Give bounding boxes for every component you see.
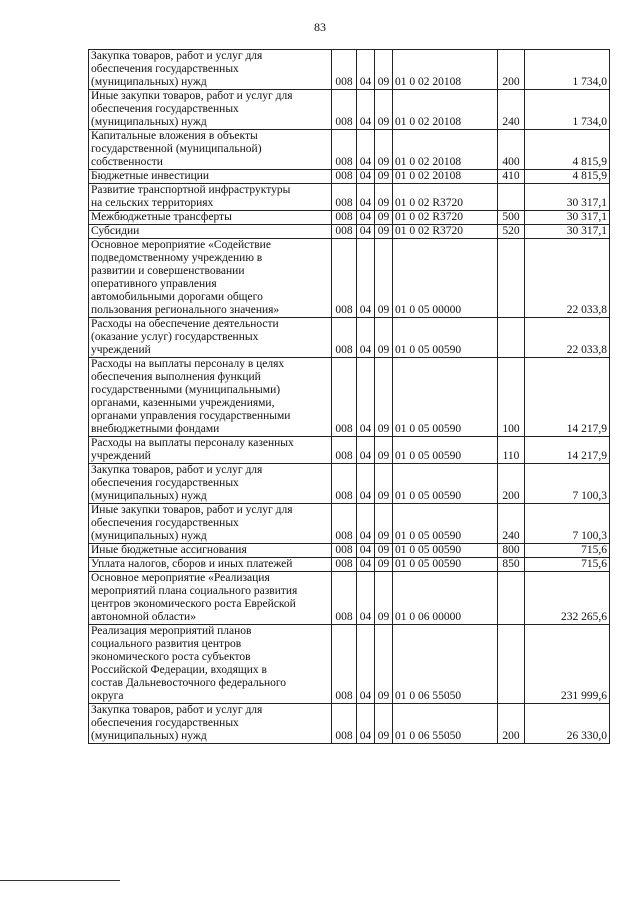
- section-code-cell: 04: [357, 437, 375, 464]
- ministry-code-cell: 008: [332, 130, 357, 170]
- expense-name-cell: Иные закупки товаров, работ и услуг для обеспечения государственных (муниципальных) нужд: [89, 90, 332, 130]
- target-article-code-cell: 01 0 02 20108: [393, 170, 498, 184]
- amount-cell: 7 100,3: [525, 464, 610, 504]
- section-code-cell: 04: [357, 90, 375, 130]
- ministry-code-cell: 008: [332, 437, 357, 464]
- target-article-code-cell: 01 0 02 20108: [393, 50, 498, 90]
- ministry-code-cell: 008: [332, 211, 357, 225]
- expense-name-cell: Закупка товаров, работ и услуг для обеспечения государственных (муниципальных) нужд: [89, 50, 332, 90]
- expense-name-cell: Закупка товаров, работ и услуг для обеспечения государственных (муниципальных) нужд: [89, 704, 332, 744]
- expense-name-cell: Иные закупки товаров, работ и услуг для обеспечения государственных (муниципальных) нужд: [89, 504, 332, 544]
- expense-name-cell: Субсидии: [89, 225, 332, 239]
- expense-type-code-cell: 400: [498, 130, 525, 170]
- table-row: [89, 130, 610, 170]
- expense-type-code-cell: 200: [498, 50, 525, 90]
- expense-type-code-cell: 520: [498, 225, 525, 239]
- table-row: [89, 437, 610, 464]
- subsection-code-cell: 09: [375, 544, 393, 558]
- ministry-code-cell: 008: [332, 464, 357, 504]
- expense-type-code-cell: 850: [498, 558, 525, 572]
- target-article-code-cell: 01 0 05 00590: [393, 544, 498, 558]
- ministry-code-cell: 008: [332, 504, 357, 544]
- expense-name-cell: Бюджетные инвестиции: [89, 170, 332, 184]
- table-row: [89, 572, 610, 625]
- target-article-code-cell: 01 0 02 R3720: [393, 211, 498, 225]
- section-code-cell: 04: [357, 184, 375, 211]
- expense-name-cell: Основное мероприятие «Содействие подведомственному учреждению в развитии и совершенствовании оперативного управления автомобильными дорогами общего пользования регионального значения»: [89, 239, 332, 318]
- expense-type-code-cell: 200: [498, 704, 525, 744]
- ministry-code-cell: 008: [332, 225, 357, 239]
- section-code-cell: 04: [357, 464, 375, 504]
- ministry-code-cell: 008: [332, 544, 357, 558]
- expense-type-code-cell: 800: [498, 544, 525, 558]
- section-code-cell: 04: [357, 170, 375, 184]
- section-code-cell: 04: [357, 558, 375, 572]
- ministry-code-cell: 008: [332, 184, 357, 211]
- amount-cell: 7 100,3: [525, 504, 610, 544]
- target-article-code-cell: 01 0 05 00590: [393, 437, 498, 464]
- table-row: [89, 544, 610, 558]
- table-row: [89, 90, 610, 130]
- expense-type-code-cell: [498, 318, 525, 358]
- amount-cell: 232 265,6: [525, 572, 610, 625]
- expense-name-cell: Иные бюджетные ассигнования: [89, 544, 332, 558]
- amount-cell: 231 999,6: [525, 625, 610, 704]
- subsection-code-cell: 09: [375, 184, 393, 211]
- table-row: [89, 184, 610, 211]
- amount-cell: 22 033,8: [525, 239, 610, 318]
- subsection-code-cell: 09: [375, 239, 393, 318]
- table-row: [89, 558, 610, 572]
- table-row: [89, 211, 610, 225]
- subsection-code-cell: 09: [375, 358, 393, 437]
- target-article-code-cell: 01 0 02 R3720: [393, 184, 498, 211]
- table-row: [89, 464, 610, 504]
- ministry-code-cell: 008: [332, 625, 357, 704]
- expense-type-code-cell: 200: [498, 464, 525, 504]
- subsection-code-cell: 09: [375, 558, 393, 572]
- expense-type-code-cell: [498, 184, 525, 211]
- target-article-code-cell: 01 0 02 20108: [393, 130, 498, 170]
- subsection-code-cell: 09: [375, 437, 393, 464]
- target-article-code-cell: 01 0 06 55050: [393, 704, 498, 744]
- amount-cell: 715,6: [525, 558, 610, 572]
- amount-cell: 1 734,0: [525, 90, 610, 130]
- table-row: [89, 625, 610, 704]
- footnote-divider: [0, 880, 120, 881]
- amount-cell: 1 734,0: [525, 50, 610, 90]
- ministry-code-cell: 008: [332, 170, 357, 184]
- ministry-code-cell: 008: [332, 558, 357, 572]
- subsection-code-cell: 09: [375, 504, 393, 544]
- target-article-code-cell: 01 0 05 00590: [393, 318, 498, 358]
- amount-cell: 22 033,8: [525, 318, 610, 358]
- table-row: [89, 50, 610, 90]
- section-code-cell: 04: [357, 130, 375, 170]
- ministry-code-cell: 008: [332, 318, 357, 358]
- table-row: [89, 504, 610, 544]
- target-article-code-cell: 01 0 02 R3720: [393, 225, 498, 239]
- ministry-code-cell: 008: [332, 90, 357, 130]
- subsection-code-cell: 09: [375, 50, 393, 90]
- table-row: [89, 239, 610, 318]
- subsection-code-cell: 09: [375, 170, 393, 184]
- section-code-cell: 04: [357, 704, 375, 744]
- section-code-cell: 04: [357, 225, 375, 239]
- expense-type-code-cell: [498, 572, 525, 625]
- expense-type-code-cell: 240: [498, 90, 525, 130]
- target-article-code-cell: 01 0 05 00590: [393, 358, 498, 437]
- target-article-code-cell: 01 0 06 55050: [393, 625, 498, 704]
- expense-type-code-cell: 410: [498, 170, 525, 184]
- subsection-code-cell: 09: [375, 704, 393, 744]
- table-row: [89, 225, 610, 239]
- expense-name-cell: Межбюджетные трансферты: [89, 211, 332, 225]
- expense-type-code-cell: 100: [498, 358, 525, 437]
- expense-type-code-cell: 500: [498, 211, 525, 225]
- expense-name-cell: Расходы на выплаты персоналу в целях обеспечения выполнения функций государственными (муниципальными) органами, казенными учреждениями, органами управления государственными внебюджетными фондами: [89, 358, 332, 437]
- subsection-code-cell: 09: [375, 130, 393, 170]
- target-article-code-cell: 01 0 02 20108: [393, 90, 498, 130]
- ministry-code-cell: 008: [332, 50, 357, 90]
- amount-cell: 4 815,9: [525, 130, 610, 170]
- amount-cell: 715,6: [525, 544, 610, 558]
- expense-name-cell: Расходы на обеспечение деятельности (оказание услуг) государственных учреждений: [89, 318, 332, 358]
- expense-type-code-cell: [498, 239, 525, 318]
- section-code-cell: 04: [357, 50, 375, 90]
- table-row: [89, 318, 610, 358]
- amount-cell: 14 217,9: [525, 358, 610, 437]
- target-article-code-cell: 01 0 06 00000: [393, 572, 498, 625]
- subsection-code-cell: 09: [375, 464, 393, 504]
- budget-table-body: [89, 50, 610, 744]
- subsection-code-cell: 09: [375, 225, 393, 239]
- expense-name-cell: Капитальные вложения в объекты государственной (муниципальной) собственности: [89, 130, 332, 170]
- table-row: [89, 358, 610, 437]
- expense-name-cell: Основное мероприятие «Реализация мероприятий плана социального развития центров экономического роста Еврейской автономной области»: [89, 572, 332, 625]
- section-code-cell: 04: [357, 572, 375, 625]
- section-code-cell: 04: [357, 318, 375, 358]
- subsection-code-cell: 09: [375, 572, 393, 625]
- table-row: [89, 704, 610, 744]
- expense-name-cell: Закупка товаров, работ и услуг для обеспечения государственных (муниципальных) нужд: [89, 464, 332, 504]
- amount-cell: 30 317,1: [525, 184, 610, 211]
- expense-name-cell: Реализация мероприятий планов социального развития центров экономического роста субъектов Российской Федерации, входящих в состав Дальневосточного федерального округа: [89, 625, 332, 704]
- section-code-cell: 04: [357, 544, 375, 558]
- table-row: [89, 170, 610, 184]
- ministry-code-cell: 008: [332, 239, 357, 318]
- target-article-code-cell: 01 0 05 00000: [393, 239, 498, 318]
- amount-cell: 4 815,9: [525, 170, 610, 184]
- expense-type-code-cell: [498, 625, 525, 704]
- amount-cell: 30 317,1: [525, 225, 610, 239]
- expense-name-cell: Уплата налогов, сборов и иных платежей: [89, 558, 332, 572]
- section-code-cell: 04: [357, 504, 375, 544]
- target-article-code-cell: 01 0 05 00590: [393, 504, 498, 544]
- section-code-cell: 04: [357, 625, 375, 704]
- subsection-code-cell: 09: [375, 625, 393, 704]
- subsection-code-cell: 09: [375, 318, 393, 358]
- section-code-cell: 04: [357, 211, 375, 225]
- expense-name-cell: Развитие транспортной инфраструктуры на сельских территориях: [89, 184, 332, 211]
- budget-table: [88, 49, 610, 744]
- section-code-cell: 04: [357, 239, 375, 318]
- expense-name-cell: Расходы на выплаты персоналу казенных учреждений: [89, 437, 332, 464]
- ministry-code-cell: 008: [332, 704, 357, 744]
- amount-cell: 14 217,9: [525, 437, 610, 464]
- expense-type-code-cell: 110: [498, 437, 525, 464]
- ministry-code-cell: 008: [332, 358, 357, 437]
- ministry-code-cell: 008: [332, 572, 357, 625]
- subsection-code-cell: 09: [375, 211, 393, 225]
- expense-type-code-cell: 240: [498, 504, 525, 544]
- amount-cell: 26 330,0: [525, 704, 610, 744]
- amount-cell: 30 317,1: [525, 211, 610, 225]
- target-article-code-cell: 01 0 05 00590: [393, 558, 498, 572]
- subsection-code-cell: 09: [375, 90, 393, 130]
- target-article-code-cell: 01 0 05 00590: [393, 464, 498, 504]
- section-code-cell: 04: [357, 358, 375, 437]
- page-number: 83: [314, 20, 326, 34]
